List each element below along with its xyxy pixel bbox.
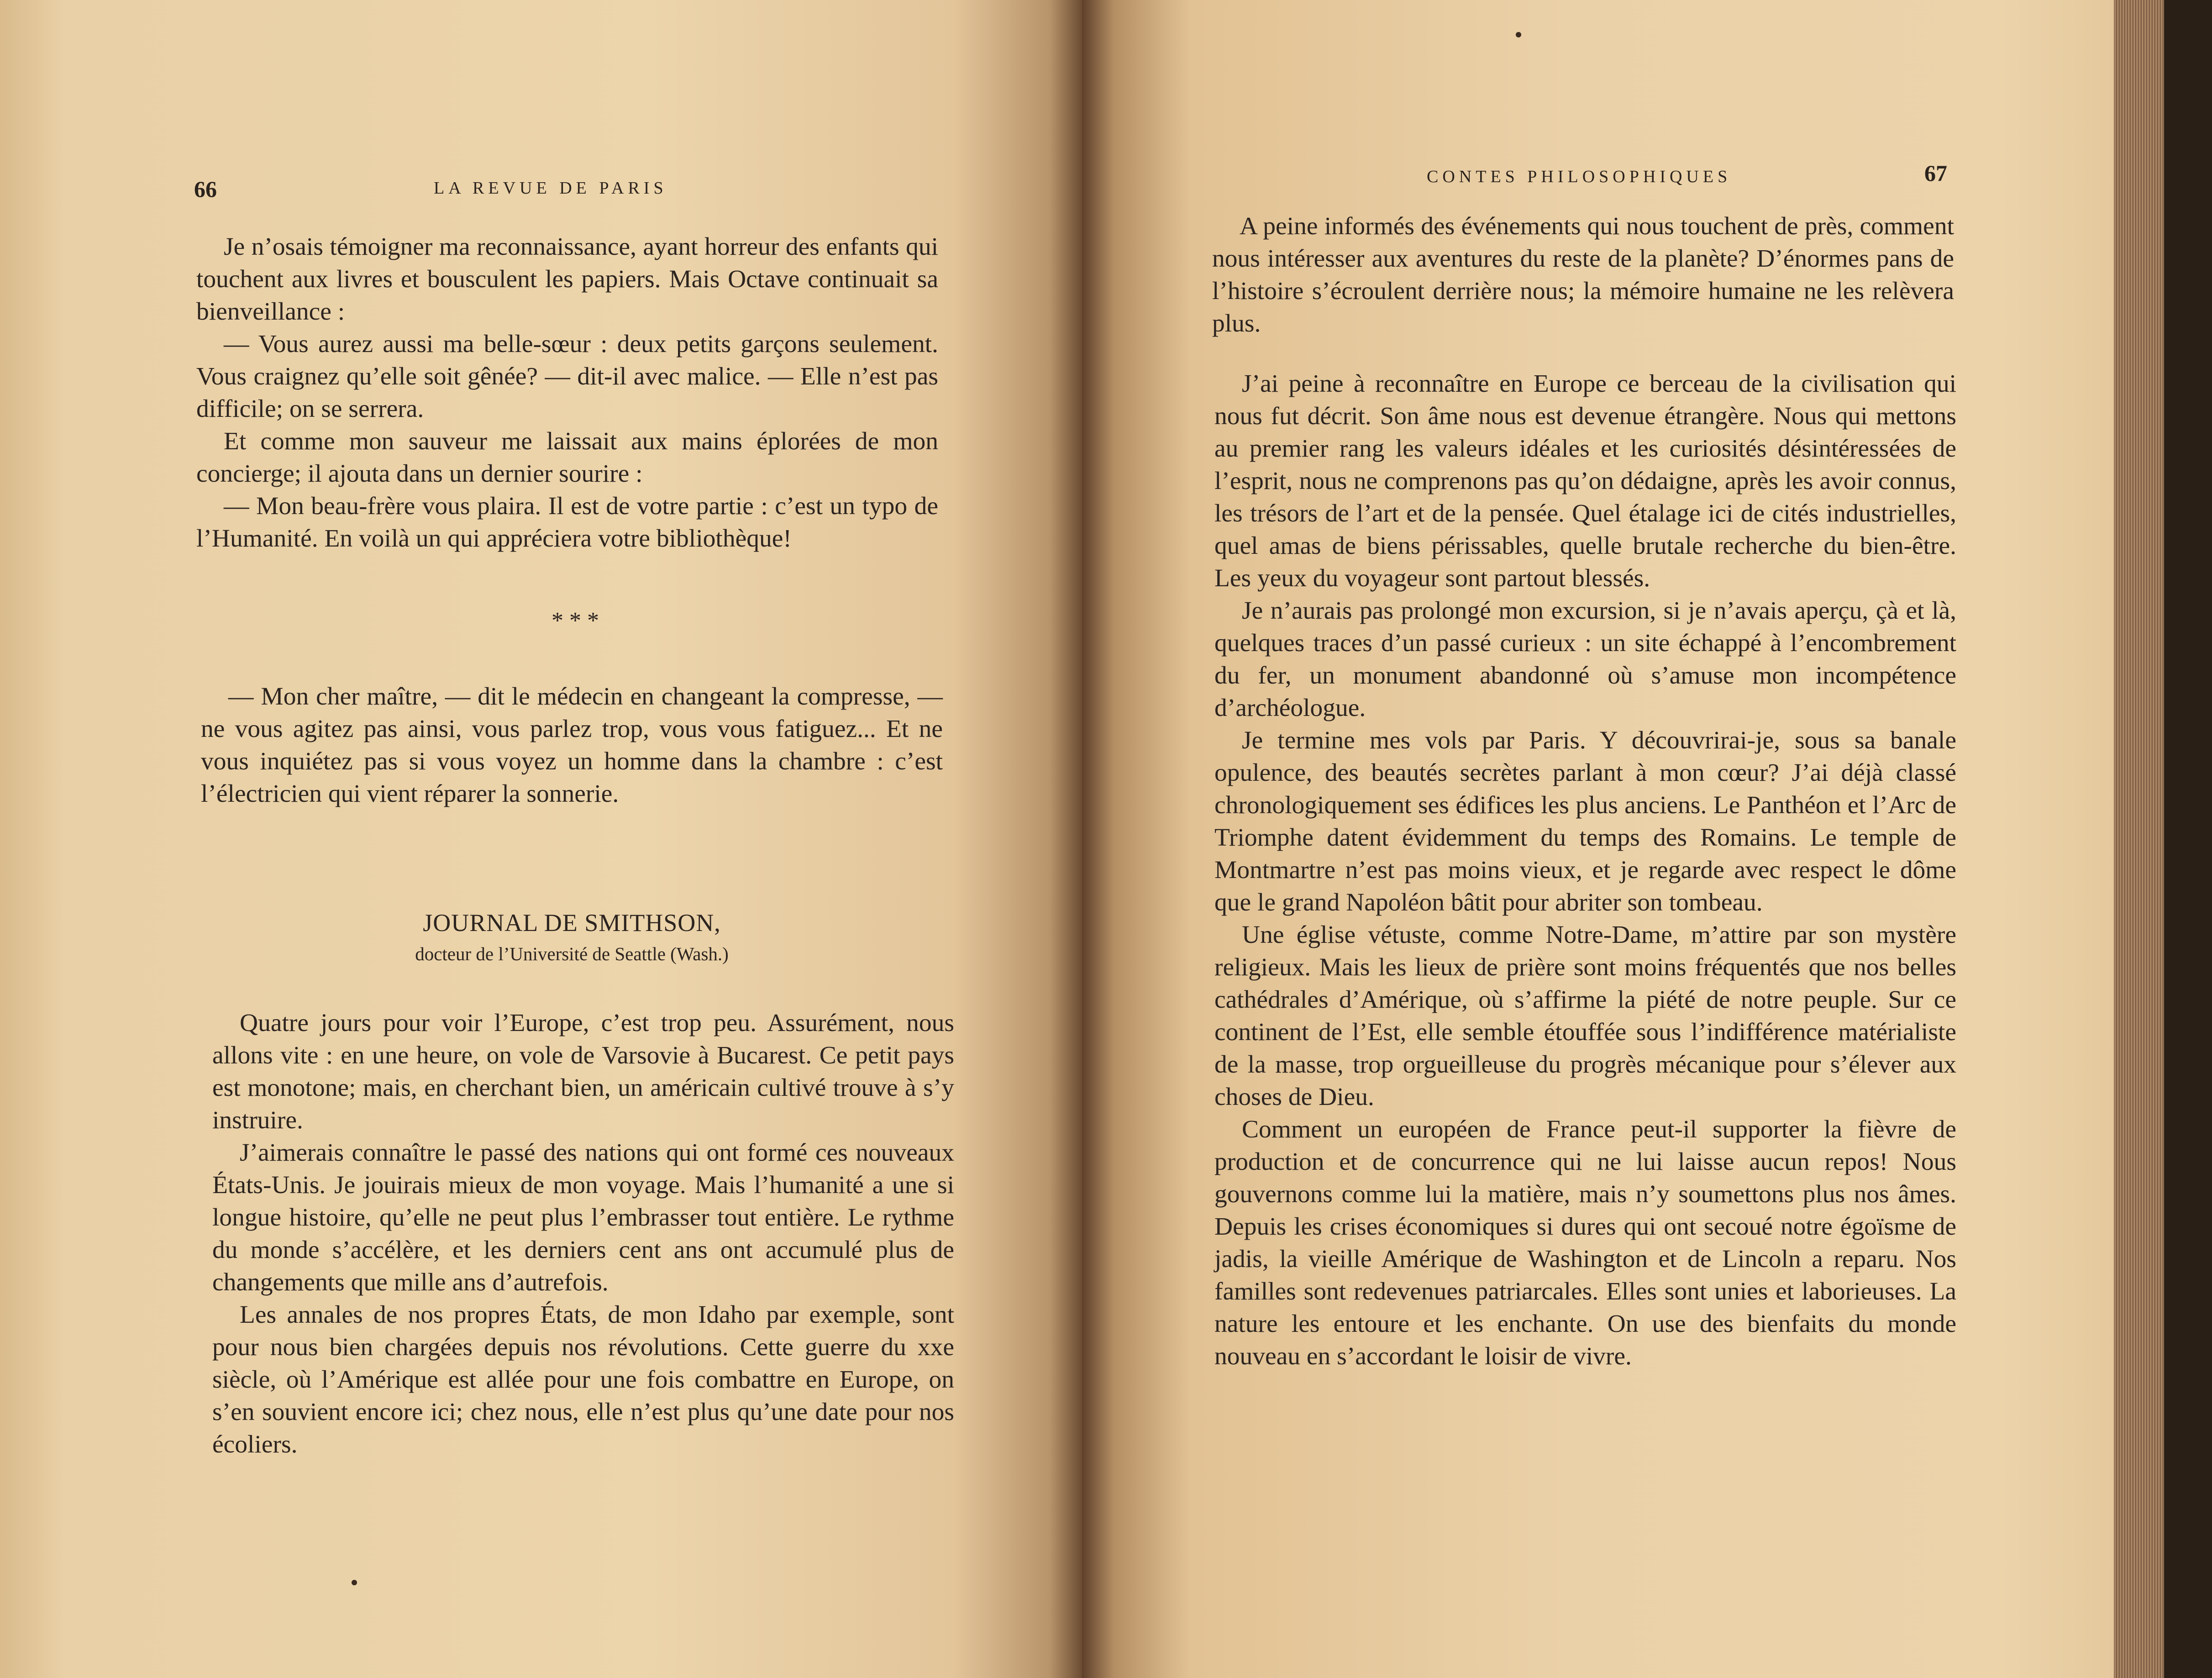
paragraph: J’aimerais connaître le passé des nations qui ont formé ces nouveaux États-Unis. Je jouirais mieux de mon voyage. Mais l’humanité a une si longue histoire, qu’elle ne peut plus l’embrasser tout entière. Le rythme du monde s’accélère, et les derniers cent ans ont accumulé plus de changements que mille ans d’autrefois.	[212, 1139, 954, 1296]
paragraph: J’ai peine à reconnaître en Europe ce berceau de la civilisation qui nous fut décrit. Son âme nous est devenue étrangère. Nous qui mettons au premier rang les valeurs idéales et les curiosités désintéressées de l’esprit, nous ne comprenons pas qu’on dédaigne, après les avoir connus, les trésors de l’art et de la pensée. Quel étalage ici de cités industrielles, quel amas de biens périssables, quelle brutale recherche du bien-être. Les yeux du voyageur sont partout blessés.	[1214, 370, 1956, 592]
paragraph: Les annales de nos propres États, de mon Idaho par exemple, sont pour nous bien chargées depuis nos révolutions. Cette guerre du xxe siècle, où l’Amérique est allée pour une fois combattre en Europe, on s’en souvient encore ici; chez nous, elle n’est plus qu’une date pour nos écoliers.	[212, 1301, 954, 1458]
running-head: CONTES PHILOSOPHIQUES	[1427, 167, 1732, 186]
page-number: 67	[1924, 160, 1947, 186]
paragraph: Je termine mes vols par Paris. Y découvrirai-je, sous sa banale opulence, des beautés secrètes parlant à mon cœur? J’ai déjà classé chronologiquement ses édifices les plus anciens. Le Panthéon et l’Arc de Triomphe datent évidemment du temps des Romains. Le temple de Montmartre n’est pas moins vieux, et je regarde avec respect le dôme que le grand Napoléon bâtit pour abriter son tombeau.	[1214, 726, 1956, 916]
running-head: LA REVUE DE PARIS	[434, 179, 667, 198]
paragraph: Quatre jours pour voir l’Europe, c’est trop peu. Assurément, nous allons vite : en une heure, on vole de Varsovie à Bucarest. Ce petit pays est monotone; mais, en cherchant bien, un américain cultivé trouve à s’y instruire.	[212, 1009, 954, 1134]
section-subtitle: docteur de l’Université de Seattle (Wash.)	[415, 943, 729, 964]
text-block	[196, 231, 938, 555]
paragraph: Comment un européen de France peut-il supporter la fièvre de production et de concurrence qui ne lui laisse aucun repos! Nous gouvernons comme lui la matière, mais n’y soumettons plus nos âmes. Depuis les crises économiques si dures qui ont secoué notre égoïsme de jadis, la vieille Amérique de Washington et de Lincoln a reparu. Nos familles sont redevenues patriarcales. Elles sont unies et laborieuses. La nature les entoure et les enchante. On use des bienfaits du monde nouveau en s’accordant le loisir de vivre.	[1214, 1115, 1956, 1370]
paragraph: — Mon beau-frère vous plaira. Il est de votre partie : c’est un typo de l’Humanité. En voilà un qui appréciera votre bibliothèque!	[196, 492, 938, 552]
text-block	[212, 1007, 954, 1461]
paragraph: Une église vétuste, comme Notre-Dame, m’attire par son mystère religieux. Mais les lieux de prière sont moins fréquentés que nos belles cathédrales d’Amérique, où s’affirme la piété de notre peuple. Sur ce continent de l’Est, elle semble étouffée sous l’indifférence matérialiste de la masse, trop orgueilleuse du progrès mécanique pour s’élever aux choses de Dieu.	[1214, 921, 1956, 1111]
right-page	[1082, 0, 2164, 1678]
paper-speck	[352, 1580, 357, 1585]
paragraph: Et comme mon sauveur me laissait aux mains éplorées de mon concierge; il ajouta dans un dernier sourire :	[196, 427, 938, 488]
section-title: JOURNAL DE SMITHSON,	[423, 909, 721, 936]
section-separator: * * *	[552, 608, 599, 634]
page-number: 66	[194, 176, 217, 202]
paragraph: — Mon cher maître, — dit le médecin en changeant la compresse, — ne vous agitez pas ainsi, vous parlez trop, vous vous fatiguez... Et ne vous inquiétez pas si vous voyez un homme dans la chambre : c’est l’électricien qui vient réparer la sonnerie.	[201, 683, 943, 808]
paragraph: A peine informés des événements qui nous touchent de près, comment nous intéresser aux aventures du reste de la planète? D’énormes pans de l’histoire s’écroulent derrière nous; la mémoire humaine ne les relèvera plus.	[1212, 212, 1954, 337]
paragraph: — Vous aurez aussi ma belle-sœur : deux petits garçons seulement. Vous craignez qu’elle soit gênée? — dit-il avec malice. — Elle n’est pas difficile; on se serrera.	[196, 330, 938, 423]
left-page	[0, 0, 1082, 1678]
paragraph: Je n’aurais pas prolongé mon excursion, si je n’avais aperçu, çà et là, quelques traces d’un passé curieux : un site échappé à l’encombrement du fer, un monument abandonné où s’amuse mon incompétence d’archéologue.	[1214, 597, 1956, 722]
text-block	[1214, 368, 1956, 1373]
paragraph: Je n’osais témoigner ma reconnaissance, ayant horreur des enfants qui touchent aux livres et bousculent les papiers. Mais Octave continuait sa bienveillance :	[196, 233, 938, 326]
page-edges	[2114, 0, 2164, 1678]
paper-speck	[1516, 32, 1521, 37]
text-block	[201, 680, 943, 810]
text-block	[1212, 210, 1954, 340]
